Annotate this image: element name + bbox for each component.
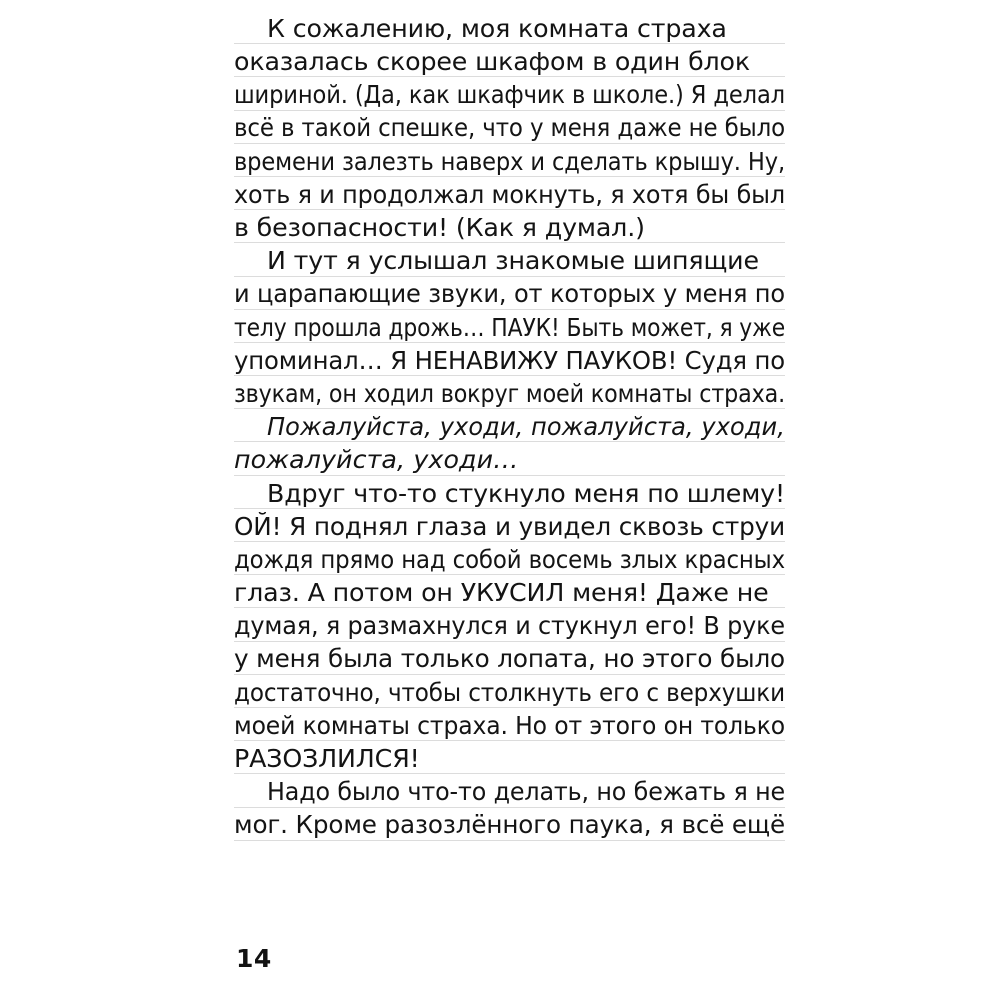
text-line xyxy=(234,642,785,675)
text-line-content: думая, я размахнулся и стукнул его! В руке xyxy=(234,611,785,641)
text-line xyxy=(234,111,785,144)
text-line xyxy=(234,509,785,542)
text-line-content: Вдруг что-то стукнуло меня по шлему! xyxy=(267,478,785,508)
text-line-content: пожалуйста, уходи… xyxy=(234,445,519,475)
text-line-content: К сожалению, моя комната страха xyxy=(267,13,727,43)
text-line xyxy=(234,144,785,177)
text-line xyxy=(234,11,785,44)
text-line xyxy=(234,476,785,509)
text-line-content: телу прошла дрожь… ПАУК! Быть может, я уже xyxy=(234,312,786,342)
text-line-content: Надо было что-то делать, но бежать я не xyxy=(267,777,786,807)
text-line-content: в безопасности! (Как я думал.) xyxy=(234,213,645,243)
text-line-content: у меня была только лопата, но этого было xyxy=(234,644,786,674)
page-number: 14 xyxy=(236,944,272,973)
text-line xyxy=(234,708,785,741)
text-line-content: дождя прямо над собой восемь злых красных xyxy=(234,544,785,574)
text-line-content: достаточно, чтобы столкнуть его с верхушки xyxy=(234,677,785,707)
text-line-content: хоть я и продолжал мокнуть, я хотя бы был xyxy=(234,179,786,209)
text-line xyxy=(234,442,785,475)
text-line xyxy=(234,675,785,708)
text-line xyxy=(234,741,785,774)
text-line-content: РАЗОЗЛИЛСЯ! xyxy=(234,744,420,774)
text-line xyxy=(234,542,785,575)
text-line xyxy=(234,177,785,210)
text-line-content: упоминал… Я НЕНАВИЖУ ПАУКОВ! Судя по xyxy=(234,345,785,375)
text-line-content: И тут я услышал знакомые шипящие xyxy=(267,246,759,276)
text-line-content: ОЙ! Я поднял глаза и увидел сквозь струи xyxy=(234,511,786,541)
text-line-content: моей комнаты страха. Но от этого он только xyxy=(234,710,786,740)
text-line xyxy=(234,774,785,807)
text-line xyxy=(234,44,785,77)
text-line-content: времени залезть наверх и сделать крышу. Ну, xyxy=(234,146,785,176)
text-line xyxy=(234,277,785,310)
text-line xyxy=(234,210,785,243)
text-line xyxy=(234,243,785,276)
text-line-content: шириной. (Да, как шкафчик в школе.) Я делал xyxy=(234,80,785,110)
text-line xyxy=(234,77,785,110)
text-line xyxy=(234,608,785,641)
text-line-content: всё в такой спешке, что у меня даже не было xyxy=(234,113,785,143)
text-line-content: оказалась скорее шкафом в один блок xyxy=(234,47,751,77)
text-line-content: Пожалуйста, уходи, пожалуйста, уходи, xyxy=(267,412,785,442)
page-text-block xyxy=(234,11,785,841)
text-line xyxy=(234,575,785,608)
text-line-content: мог. Кроме разозлённого паука, я всё ещё xyxy=(234,810,786,840)
text-line xyxy=(234,376,785,409)
text-line-content: звукам, он ходил вокруг моей комнаты страха. xyxy=(234,378,786,408)
text-line-content: и царапающие звуки, от которых у меня по xyxy=(234,279,786,309)
text-line xyxy=(234,343,785,376)
text-line-content: глаз. А потом он УКУСИЛ меня! Даже не xyxy=(234,578,769,608)
text-line xyxy=(234,808,785,841)
text-line xyxy=(234,409,785,442)
text-line xyxy=(234,310,785,343)
